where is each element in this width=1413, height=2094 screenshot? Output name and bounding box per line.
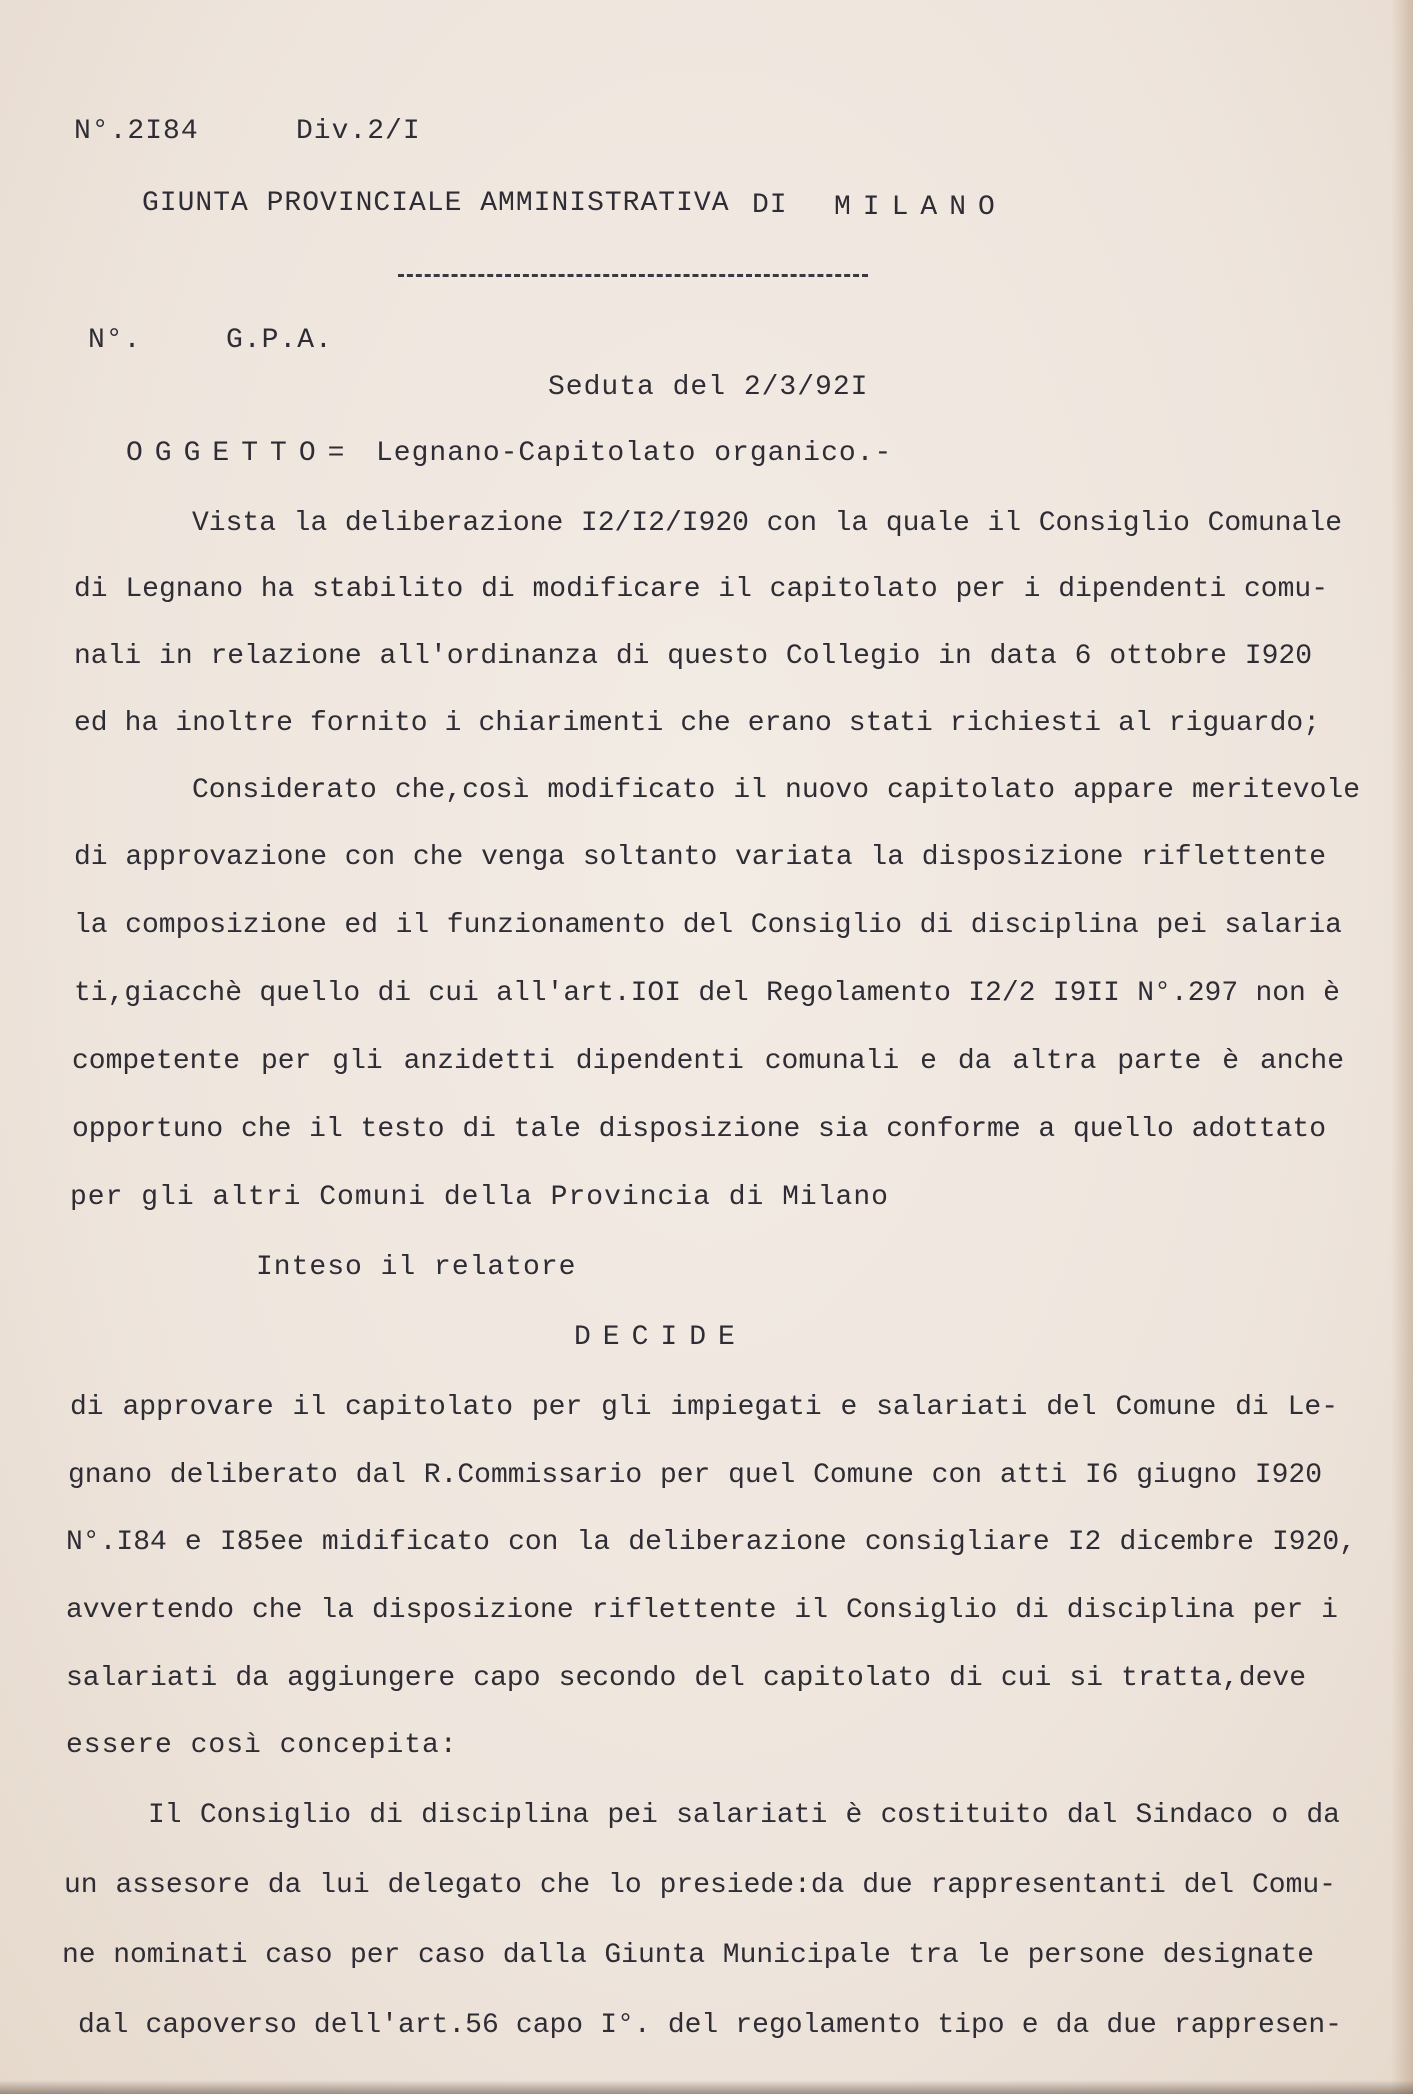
header-divider bbox=[398, 274, 868, 277]
body-line: per gli altri Comuni della Provincia di Milano bbox=[70, 1182, 889, 1213]
body-line: di approvazione con che venga soltanto variata la disposizione riflettente bbox=[74, 842, 1326, 873]
body-line: di Legnano ha stabilito di modificare il capitolato per i dipendenti comu- bbox=[74, 574, 1328, 605]
page-bottom-shadow bbox=[0, 2080, 1413, 2094]
page-edge-shadow bbox=[1391, 0, 1413, 2094]
body-line: ed ha inoltre fornito i chiarimenti che erano stati richiesti al riguardo; bbox=[74, 708, 1320, 739]
body-line: competente per gli anzidetti dipendenti comunali e da altra parte è anche bbox=[72, 1046, 1344, 1077]
subject-text: Legnano-Capitolato organico.- bbox=[376, 438, 893, 469]
decision-line: Il Consiglio di disciplina pei salariati è costituito dal Sindaco o da bbox=[148, 1800, 1340, 1831]
body-line: Vista la deliberazione I2/I2/I920 con la quale il Consiglio Comunale bbox=[192, 508, 1342, 539]
body-line: opportuno che il testo di tale disposizione sia conforme a quello adottato bbox=[72, 1114, 1326, 1145]
decision-line: essere così concepita: bbox=[66, 1730, 458, 1761]
decision-line: avvertendo che la disposizione riflettente il Consiglio di disciplina per i bbox=[66, 1595, 1338, 1626]
decision-line: ne nominati caso per caso dalla Giunta Municipale tra le persone designate bbox=[62, 1940, 1314, 1971]
protocol-number: N°.2I84 bbox=[74, 116, 199, 147]
body-line: ti,giacchè quello di cui all'art.IOI del Regolamento I2/2 I9II N°.297 non è bbox=[74, 978, 1340, 1009]
decision-line: N°.I84 e I85ee midificato con la deliberazione consigliare I2 dicembre I920, bbox=[66, 1527, 1356, 1558]
decision-line: salariati da aggiungere capo secondo del capitolato di cui si tratta,deve bbox=[66, 1663, 1306, 1694]
session-date: Seduta del 2/3/92I bbox=[548, 372, 869, 403]
division-label: Div.2/I bbox=[296, 116, 421, 147]
registry-number-label: N°. bbox=[88, 325, 142, 356]
body-line: la composizione ed il funzionamento del Consiglio di disciplina pei salaria bbox=[74, 910, 1342, 941]
decision-line: un assesore da lui delegato che lo presiede:da due rappresentanti del Comu- bbox=[64, 1870, 1336, 1901]
decision-line: dal capoverso dell'art.56 capo I°. del regolamento tipo e da due rappresen- bbox=[78, 2010, 1342, 2041]
body-line: Considerato che,così modificato il nuovo capitolato appare meritevole bbox=[192, 775, 1360, 806]
decision-heading: DECIDE bbox=[574, 1322, 747, 1353]
subject-label: OGGETTO= bbox=[126, 438, 357, 469]
decision-line: gnano deliberato dal R.Commissario per quel Comune con atti I6 giugno I920 bbox=[68, 1460, 1322, 1491]
rapporteur-line: Inteso il relatore bbox=[256, 1252, 577, 1283]
decision-line: di approvare il capitolato per gli impiegati e salariati del Comune di Le- bbox=[70, 1392, 1338, 1423]
gpa-label: G.P.A. bbox=[226, 325, 333, 356]
city-title: MILANO bbox=[834, 192, 1007, 223]
authority-title: GIUNTA PROVINCIALE AMMINISTRATIVA bbox=[142, 188, 730, 219]
body-line: nali in relazione all'ordinanza di questo Collegio in data 6 ottobre I920 bbox=[74, 641, 1312, 672]
city-prefix: DI bbox=[752, 190, 788, 221]
